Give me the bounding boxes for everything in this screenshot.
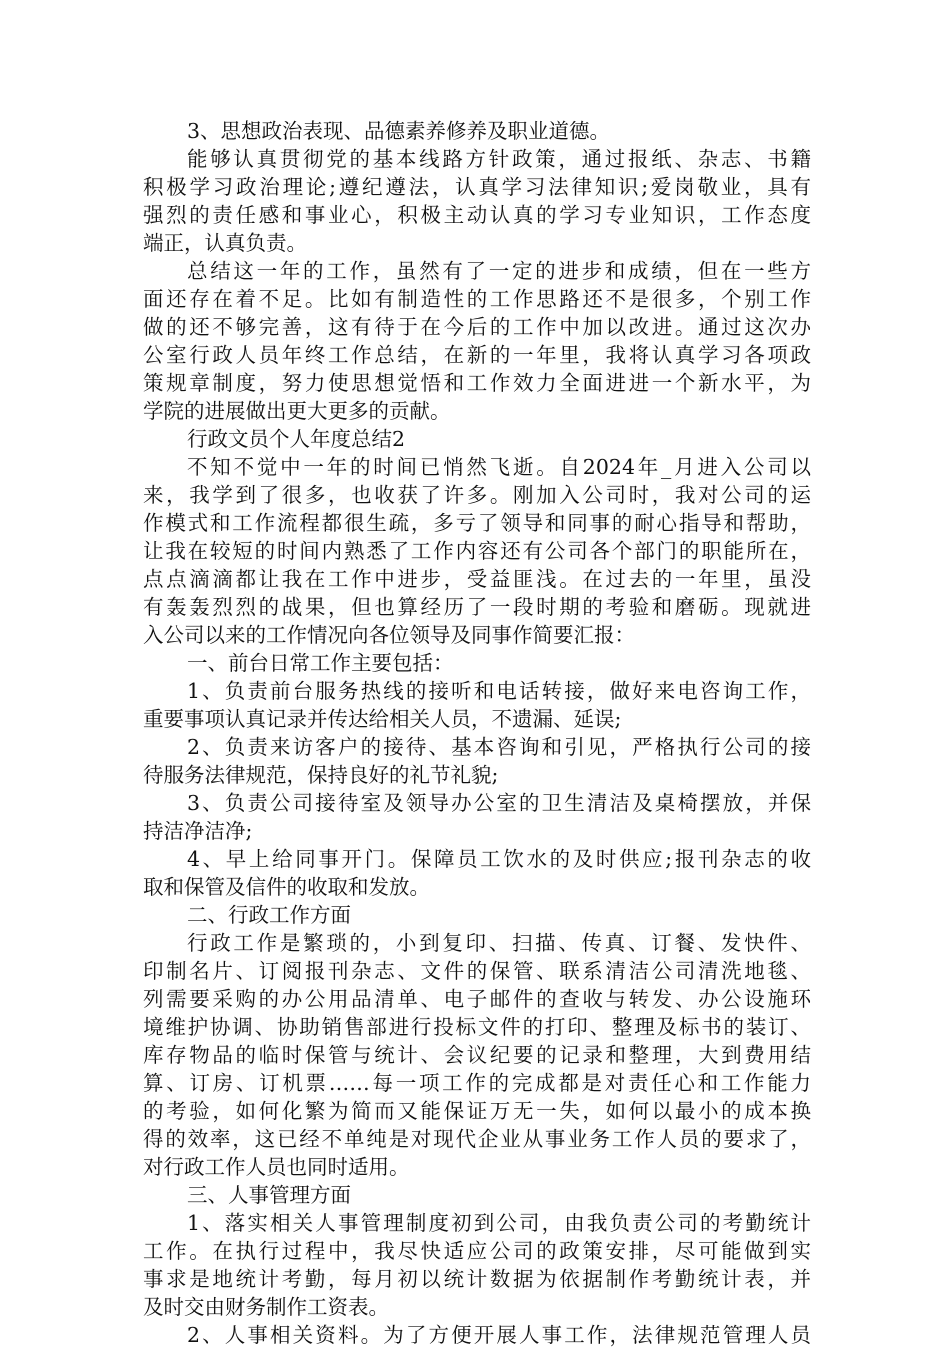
text-line: 不知不觉中一年的时间已悄然飞逝。自2024年_月进入公司以 — [187, 455, 811, 479]
text-line: 取和保管及信件的收取和发放。 — [143, 875, 430, 899]
text-line: 有轰轰烈烈的战果，但也算经历了一段时期的考验和磨砺。现就进 — [143, 595, 811, 619]
text-line: 4、早上给同事开门。保障员工饮水的及时供应;报刊杂志的收 — [187, 847, 811, 871]
text-line: 面还存在着不足。比如有制造性的工作思路还不是很多，个别工作 — [143, 287, 811, 311]
text-line: 得的效率，这已经不单纯是对现代企业从事业务工作人员的要求了， — [143, 1127, 811, 1151]
text-line: 一、前台日常工作主要包括： — [187, 651, 454, 675]
text-line: 重要事项认真记录并传达给相关人员，不遗漏、延误; — [143, 707, 622, 731]
text-line: 端正，认真负责。 — [143, 231, 307, 255]
text-line: 行政文员个人年度总结2 — [187, 427, 406, 451]
text-line: 让我在较短的时间内熟悉了工作内容还有公司各个部门的职能所在， — [143, 539, 811, 563]
text-line: 1、负责前台服务热线的接听和电话转接，做好来电咨询工作， — [187, 679, 811, 703]
text-line: 做的还不够完善，这有待于在今后的工作中加以改进。通过这次办 — [143, 315, 811, 339]
text-line: 2、人事相关资料。为了方便开展人事工作，法律规范管理人员 — [187, 1323, 811, 1347]
text-line: 积极学习政治理论;遵纪遵法，认真学习法律知识;爱岗敬业，具有 — [143, 175, 811, 199]
text-line: 策规章制度，努力使思想觉悟和工作效力全面进进一个新水平，为 — [143, 371, 811, 395]
text-line: 2、负责来访客户的接待、基本咨询和引见，严格执行公司的接 — [187, 735, 811, 759]
text-line: 算、订房、订机票……每一项工作的完成都是对责任心和工作能力 — [143, 1071, 811, 1095]
text-line: 事求是地统计考勤，每月初以统计数据为依据制作考勤统计表，并 — [143, 1267, 811, 1291]
text-line: 列需要采购的办公用品清单、电子邮件的查收与转发、办公设施环 — [143, 987, 811, 1011]
text-line: 能够认真贯彻党的基本线路方针政策，通过报纸、杂志、书籍 — [187, 147, 811, 171]
text-line: 入公司以来的工作情况向各位领导及同事作简要汇报： — [143, 623, 635, 647]
text-line: 境维护协调、协助销售部进行投标文件的打印、整理及标书的装订、 — [143, 1015, 811, 1039]
text-line: 对行政工作人员也同时适用。 — [143, 1155, 410, 1179]
text-line: 行政工作是繁琐的，小到复印、扫描、传真、订餐、发快件、 — [187, 931, 811, 955]
text-line: 工作。在执行过程中，我尽快适应公司的政策安排，尽可能做到实 — [143, 1239, 811, 1263]
document-body — [143, 117, 811, 1349]
text-line: 3、思想政治表现、品德素养修养及职业道德。 — [187, 119, 611, 143]
text-line: 的考验，如何化繁为简而又能保证万无一失，如何以最小的成本换 — [143, 1099, 811, 1123]
text-line: 库存物品的临时保管与统计、会议纪要的记录和整理，大到费用结 — [143, 1043, 811, 1067]
text-line: 来，我学到了很多，也收获了许多。刚加入公司时，我对公司的运 — [143, 483, 811, 507]
text-line: 总结这一年的工作，虽然有了一定的进步和成绩，但在一些方 — [187, 259, 811, 283]
text-line: 3、负责公司接待室及领导办公室的卫生清洁及桌椅摆放，并保 — [187, 791, 811, 815]
text-line: 二、行政工作方面 — [187, 903, 351, 927]
text-line: 1、落实相关人事管理制度初到公司，由我负责公司的考勤统计 — [187, 1211, 811, 1235]
text-line: 待服务法律规范，保持良好的礼节礼貌; — [143, 763, 499, 787]
text-line: 作模式和工作流程都很生疏，多亏了领导和同事的耐心指导和帮助， — [143, 511, 811, 535]
text-line: 持洁净洁净; — [143, 819, 253, 843]
text-line: 强烈的责任感和事业心，积极主动认真的学习专业知识，工作态度 — [143, 203, 811, 227]
text-line: 三、人事管理方面 — [187, 1183, 351, 1207]
text-line: 点点滴滴都让我在工作中进步，受益匪浅。在过去的一年里，虽没 — [143, 567, 811, 591]
text-line: 学院的进展做出更大更多的贡献。 — [143, 399, 451, 423]
text-line: 印制名片、订阅报刊杂志、文件的保管、联系清洁公司清洗地毯、 — [143, 959, 811, 983]
text-line: 公室行政人员年终工作总结，在新的一年里，我将认真学习各项政 — [143, 343, 811, 367]
text-line: 及时交由财务制作工资表。 — [143, 1295, 389, 1319]
